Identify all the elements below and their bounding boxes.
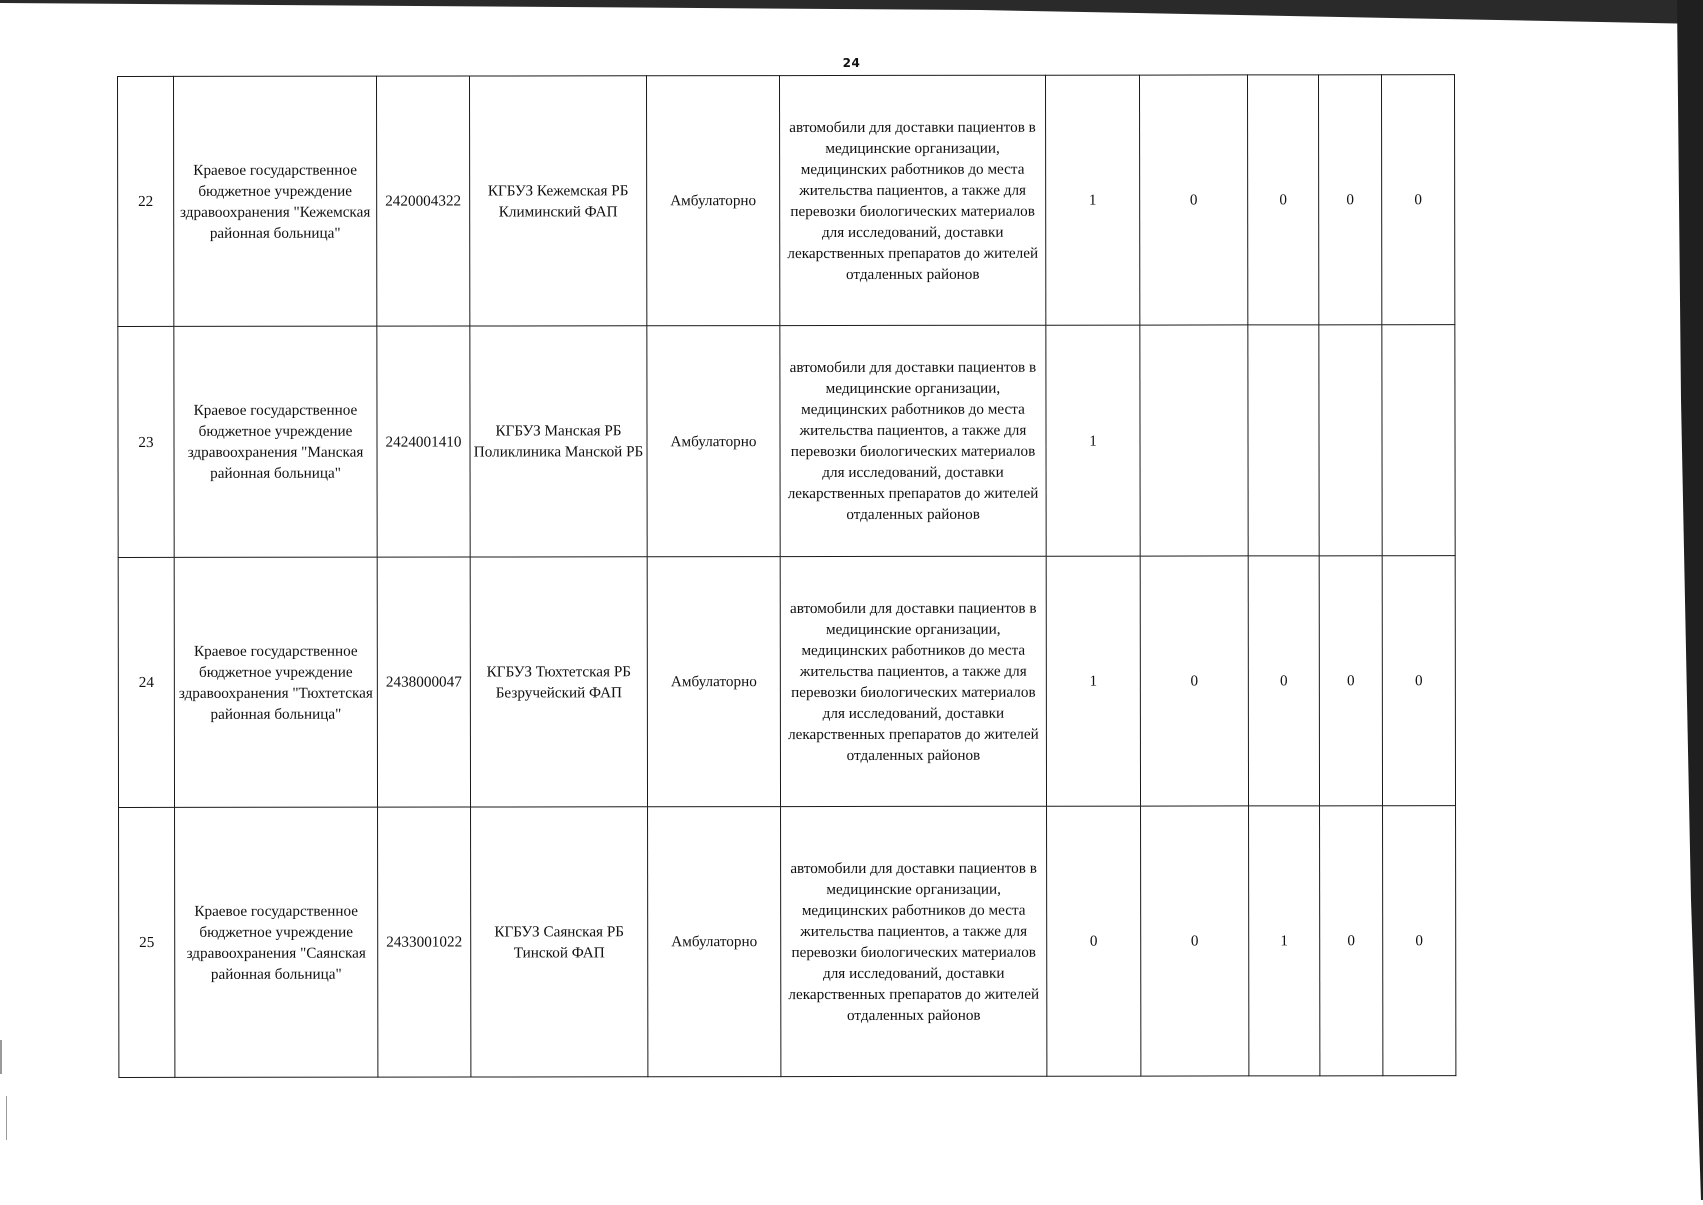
organization-name: Краевое государственное бюджетное учреждение здравоохранения "Саянская районная больница" xyxy=(175,807,378,1077)
value-4: 0 xyxy=(1318,75,1381,325)
value-4: 0 xyxy=(1320,806,1383,1076)
inn-code: 2433001022 xyxy=(378,807,471,1077)
organization-name: Краевое государственное бюджетное учреждение здравоохранения "Манская районная больница" xyxy=(174,326,377,557)
row-number: 24 xyxy=(118,557,174,807)
value-1: 1 xyxy=(1045,75,1139,325)
value-2 xyxy=(1140,325,1248,556)
page-number: 24 xyxy=(842,56,861,70)
table-row xyxy=(119,806,1456,1078)
facility-unit: КГБУЗ Тюхтетская РБ Безручейский ФАП xyxy=(470,557,647,807)
value-3: 0 xyxy=(1248,556,1319,806)
table-row xyxy=(118,325,1455,558)
scan-top-edge xyxy=(0,0,1703,26)
facility-unit: КГБУЗ Кежемская РБ Климинский ФАП xyxy=(470,76,647,326)
care-type: Амбулаторно xyxy=(647,76,780,326)
vehicle-purpose: автомобили для доставки пациентов в медицинские организации, медицинских работников до места жительства пациентов, а также для перевозки биологических материалов для исследований, доставки лекарственных препаратов до жителей отдаленных районов xyxy=(780,556,1046,806)
scan-left-mark xyxy=(0,1040,2,1074)
scan-left-mark xyxy=(6,1096,7,1140)
facility-unit: КГБУЗ Саянская РБ Тинской ФАП xyxy=(471,807,648,1077)
care-type: Амбулаторно xyxy=(647,326,780,557)
value-3: 0 xyxy=(1247,75,1318,325)
care-type: Амбулаторно xyxy=(647,557,780,807)
organization-name: Краевое государственное бюджетное учреждение здравоохранения "Тюхтетская районная больница" xyxy=(174,557,377,807)
vehicle-purpose: автомобили для доставки пациентов в медицинские организации, медицинских работников до места жительства пациентов, а также для перевозки биологических материалов для исследований, доставки лекарственных препаратов до жителей отдаленных районов xyxy=(780,75,1046,325)
value-5 xyxy=(1382,325,1455,556)
value-3 xyxy=(1248,325,1319,556)
value-1: 1 xyxy=(1046,325,1140,556)
vehicle-purpose: автомобили для доставки пациентов в медицинские организации, медицинских работников до места жительства пациентов, а также для перевозки биологических материалов для исследований, доставки лекарственных препаратов до жителей отдаленных районов xyxy=(781,806,1047,1076)
value-4: 0 xyxy=(1319,556,1382,806)
vehicle-purpose: автомобили для доставки пациентов в медицинские организации, медицинских работников до места жительства пациентов, а также для перевозки биологических материалов для исследований, доставки лекарственных препаратов до жителей отдаленных районов xyxy=(780,325,1046,556)
value-3: 1 xyxy=(1249,806,1320,1076)
row-number: 23 xyxy=(118,326,174,557)
organization-name: Краевое государственное бюджетное учреждение здравоохранения "Кежемская районная больница" xyxy=(174,76,377,326)
value-5: 0 xyxy=(1381,75,1454,325)
row-number: 22 xyxy=(118,76,174,326)
data-table xyxy=(117,74,1456,1078)
inn-code: 2424001410 xyxy=(377,326,470,557)
inn-code: 2420004322 xyxy=(377,76,470,326)
inn-code: 2438000047 xyxy=(377,557,470,807)
facility-unit: КГБУЗ Манская РБ Поликлиника Манской РБ xyxy=(470,326,647,557)
scan-right-edge xyxy=(1663,0,1703,1200)
value-4 xyxy=(1319,325,1382,556)
value-5: 0 xyxy=(1383,806,1456,1076)
value-1: 1 xyxy=(1046,556,1140,806)
value-2: 0 xyxy=(1139,75,1247,325)
value-1: 0 xyxy=(1047,806,1141,1076)
value-2: 0 xyxy=(1141,806,1249,1076)
value-2: 0 xyxy=(1140,556,1248,806)
table-row xyxy=(118,75,1455,327)
row-number: 25 xyxy=(119,807,175,1077)
table-row xyxy=(118,556,1455,808)
value-5: 0 xyxy=(1382,556,1455,806)
care-type: Амбулаторно xyxy=(648,807,781,1077)
